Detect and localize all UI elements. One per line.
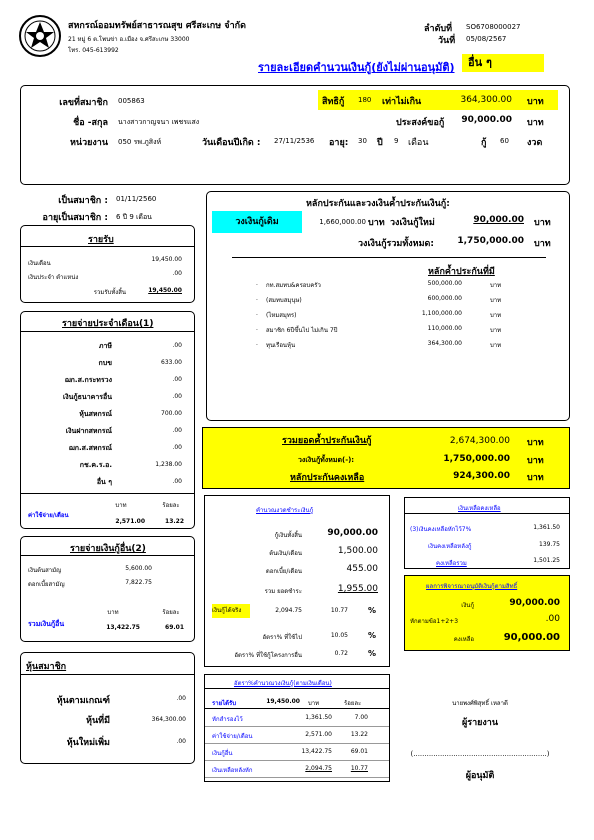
- monthly-baht-header: บาท: [115, 502, 127, 509]
- date-value: 05/08/2567: [466, 35, 507, 43]
- monthly-expense-label: ฌก.ส.กระทรวง: [64, 376, 112, 384]
- repay-ability-label: เงินเหลือหลังหัก: [212, 767, 253, 774]
- summary-box: [202, 427, 570, 489]
- other-loan-row-label: ดอกเบี้ยสามัญ: [28, 581, 65, 588]
- loan-label: กู้: [481, 138, 487, 148]
- repay-ability-pct: 13.22: [350, 731, 368, 738]
- repayment-row-value: 1,955.00: [337, 584, 378, 594]
- remaining-row-value: 1,361.50: [533, 524, 560, 531]
- monthly-pct-header: ร้อยละ: [162, 502, 180, 509]
- member-no: 005863: [118, 97, 145, 105]
- remaining-title: เงินเหลือคงเหลือ: [458, 505, 501, 512]
- month-label: เดือน: [408, 138, 429, 148]
- remaining-row-label: คงเหลือรวม: [436, 560, 467, 567]
- monthly-expense-value: .00: [172, 342, 182, 349]
- repayment-row-value: 90,000.00: [327, 528, 378, 538]
- total-loan-value: 1,750,000.00: [457, 236, 524, 246]
- repay-ability-label: หักสำรองไว้: [212, 716, 243, 723]
- other-loan-row-label: เงินต้นสามัญ: [28, 567, 62, 574]
- repay-baht-header: บาท: [308, 700, 320, 707]
- repay-income-label: รายได้รับ: [212, 700, 237, 707]
- repayment-row-value: 455.00: [346, 564, 378, 574]
- cond1-pct-sign: %: [368, 631, 377, 640]
- repay-ability-pct: 69.01: [350, 748, 368, 755]
- repayment-row-label: รวม ยอดชำระ: [264, 588, 302, 595]
- cond2-label: อัตรา% ที่ใช้กู้โครงการอื่น: [234, 652, 302, 659]
- purpose-baht: บาท: [527, 118, 544, 128]
- approval-title: ผลการพิจารณาอนุมัติเงินกู้ตามสิทธิ์: [426, 583, 518, 590]
- coop-phone: โทร. 045-613992: [68, 47, 119, 54]
- monthly-expense-value: .00: [172, 393, 182, 400]
- repayment-row-label: กู้เงินทั้งสิ้น: [274, 532, 302, 539]
- loan-right-label: สิทธิกู้: [322, 97, 345, 107]
- approval-loan-value: 90,000.00: [509, 598, 560, 608]
- repay-ability-title: อัตรา%คำนวณวงเงินกู้(ตามเงินเดือน): [234, 680, 332, 687]
- name-label: ชื่อ -สกุล: [73, 118, 108, 128]
- collateral-bullet-icon: .: [256, 325, 258, 332]
- loan-right-highlight: [318, 90, 558, 110]
- repay-income-value: 19,450.00: [266, 698, 300, 705]
- summary-loans-label: วงเงินกู้ทั้งหมด(-):: [298, 456, 355, 464]
- shares-row-value: .00: [176, 695, 186, 702]
- approval-deduct-label: หักตามข้อ1+2+3: [410, 618, 459, 625]
- monthly-sum-pct: 13.22: [165, 518, 184, 525]
- collateral-item-unit: บาท: [490, 282, 502, 289]
- monthly-expense-title: รายจ่ายประจำเดือน(1): [62, 319, 154, 329]
- member-unit: 050 รพ.ภูสิงห์: [118, 138, 162, 146]
- approval-deduct-value: .00: [545, 614, 560, 624]
- collateral-item-value: 500,000.00: [427, 280, 462, 287]
- repay-ability-value: 2,571.00: [305, 731, 332, 738]
- shares-title: หุ้นสมาชิก: [26, 662, 67, 672]
- reporter-role: ผู้รายงาน: [461, 718, 499, 728]
- coop-name: สหกรณ์ออมทรัพย์สาธารณสุข ศรีสะเกษ จำกัด: [68, 21, 246, 31]
- purpose-label: ประสงค์ขอกู้: [396, 118, 445, 128]
- other-loan-sum-baht: 13,422.75: [106, 624, 140, 631]
- repay-ability-label: เงินกู้อื่น: [212, 750, 233, 757]
- collateral-item-unit: บาท: [490, 342, 502, 349]
- repay-ability-value: 13,422.75: [301, 748, 332, 755]
- monthly-expense-value: 1,238.00: [155, 461, 182, 468]
- other-loan-baht-header: บาท: [107, 609, 119, 616]
- total-loan-label: วงเงินกู้รวมทั้งหมด:: [358, 239, 434, 249]
- repay-ability-pct: 10.77: [350, 765, 368, 772]
- repay-ability-label: ค่าใช้จ่าย/เดือน: [212, 733, 253, 740]
- max-value: 364,300.00: [460, 95, 512, 105]
- old-loan-value: 1,660,000.00: [319, 218, 366, 226]
- monthly-sum-label: ค่าใช้จ่าย/เดือน: [28, 512, 69, 519]
- approver-line: (............................................................): [410, 750, 550, 758]
- member-no-label: เลขที่สมาชิก: [59, 98, 108, 108]
- purpose-value: 90,000.00: [461, 115, 512, 125]
- member-age-label: อายุเป็นสมาชิก :: [42, 213, 108, 223]
- doc-title: รายละเอียดคำนวนเงินกู้(ยังไม่ผ่านอนุมัติ): [258, 61, 455, 74]
- summary-loans-baht: บาท: [527, 456, 544, 466]
- collateral-item-label: กท.สมทบ&ครอบครัว: [266, 282, 321, 289]
- summary-remain-label: หลักประกันคงเหลือ: [290, 473, 365, 483]
- approval-loan-label: เงินกู้: [461, 602, 474, 609]
- shares-row-value: .00: [176, 738, 186, 745]
- monthly-expense-label: เงินกู้ธนาคารอื่น: [62, 393, 112, 401]
- repay-pct-header: ร้อยละ: [344, 700, 362, 707]
- collateral-item-value: 1,100,000.00: [421, 310, 462, 317]
- max-baht: บาท: [527, 97, 544, 107]
- monthly-expense-label: หุ้นสหกรณ์: [79, 410, 112, 418]
- row-divider: [205, 760, 389, 761]
- cond2-value: 0.72: [334, 650, 348, 657]
- monthly-expense-label: ฌก.ส.สหกรณ์: [68, 444, 112, 452]
- repay-ability-value: 2,094.75: [305, 765, 332, 772]
- period-label: งวด: [527, 138, 543, 148]
- new-loan-baht: บาท: [534, 218, 551, 228]
- collateral-item-unit: บาท: [490, 327, 502, 334]
- monthly-expense-label: กบข: [98, 359, 112, 367]
- repayment-row-label: ต้นเงิน/เดือน: [269, 550, 302, 557]
- collateral-bullet-icon: .: [256, 340, 258, 347]
- birth-date: 27/11/2536: [274, 137, 315, 145]
- collateral-item-value: 600,000.00: [427, 295, 462, 302]
- monthly-expense-label: ภาษี: [98, 342, 112, 350]
- shares-row-label: หุ้นที่มี: [86, 716, 110, 726]
- collateral-item-unit: บาท: [490, 297, 502, 304]
- monthly-expense-value: 633.00: [161, 359, 182, 366]
- member-age: 6 ปี 9 เดือน: [116, 213, 152, 221]
- summary-total-label: รวมยอดค้ำประกันเงินกู้: [282, 436, 372, 446]
- approver-role: ผู้อนุมัติ: [465, 771, 495, 781]
- repay-ratio-value: 2,094.75: [275, 607, 302, 614]
- row-divider: [205, 777, 389, 778]
- collateral-item-unit: บาท: [490, 312, 502, 319]
- repayment-title: คำนวณงวดชำระเงินกู้: [256, 507, 314, 514]
- date-label: วันที่: [438, 36, 456, 46]
- repayment-row-label: ดอกเบี้ย/เดือน: [265, 568, 302, 575]
- income-row-label: เงินประจำ ตำแหน่ง: [28, 274, 79, 281]
- row-divider: [205, 726, 389, 727]
- member-since-label: เป็นสมาชิก :: [58, 196, 108, 206]
- monthly-expense-value: 700.00: [161, 410, 182, 417]
- other-loan-row-value: 7,822.75: [125, 579, 152, 586]
- cond2-pct-sign: %: [368, 649, 377, 658]
- monthly-sum-baht: 2,571.00: [115, 518, 145, 525]
- collateral-item-label: (สมทบสมุนุษ): [266, 297, 302, 304]
- seq-label: ลำดับที่: [424, 24, 453, 34]
- collateral-list-title: หลักค้ำประกันที่มี: [428, 267, 495, 277]
- collateral-bullet-icon: .: [256, 310, 258, 317]
- remaining-row-label: เงินคงเหลือหลังกู้: [428, 543, 472, 550]
- summary-remain-baht: บาท: [527, 473, 544, 483]
- collateral-item-label: สมาชิก 6ปีขึ้นไป ไม่เกิน 7ปี: [266, 327, 338, 334]
- doc-type: อื่น ๆ: [462, 54, 544, 72]
- collateral-item-label: (ไหมสมุทร): [266, 312, 297, 319]
- birth-label: วันเดือนปีเกิด :: [202, 138, 261, 148]
- repay-ratio-label: เงินกู้ได้จริง: [212, 604, 250, 618]
- repay-ability-pct: 7.00: [354, 714, 368, 721]
- collateral-bullet-icon: .: [256, 295, 258, 302]
- other-loan-pct-header: ร้อยละ: [162, 609, 180, 616]
- member-since: 01/11/2560: [116, 195, 157, 203]
- repayment-row-value: 1,500.00: [337, 546, 378, 556]
- year-label: ปี: [377, 138, 383, 148]
- cond1-value: 10.05: [330, 632, 348, 639]
- coop-logo-icon: [18, 14, 62, 58]
- shares-row-value: 364,300.00: [151, 716, 186, 723]
- monthly-expense-value: .00: [172, 478, 182, 485]
- remaining-row-value: 139.75: [539, 541, 560, 548]
- income-title: รายรับ: [88, 235, 114, 245]
- old-loan-label: วงเงินกู้เดิม: [212, 211, 302, 233]
- collateral-bullet-icon: .: [256, 280, 258, 287]
- total-loan-baht: บาท: [534, 239, 551, 249]
- shares-row-label: หุ้นใหม่เพิ่ม: [66, 738, 110, 748]
- repay-ability-value: 1,361.50: [305, 714, 332, 721]
- other-loan-sum-pct: 69.01: [165, 624, 184, 631]
- other-loan-sum-label: รวมเงินกู้อื่น: [28, 620, 65, 628]
- age-months: 9: [394, 137, 399, 145]
- new-loan-label: วงเงินกู้ใหม่: [390, 218, 435, 228]
- collateral-item-value: 110,000.00: [427, 325, 462, 332]
- collateral-title: หลักประกันและวงเงินค้ำประกันเงินกู้:: [306, 199, 450, 209]
- row-divider: [205, 743, 389, 744]
- monthly-expense-value: .00: [172, 376, 182, 383]
- reporter-name: นายพงศ์พิสุทธิ์ เหลาดี: [452, 700, 508, 707]
- cond1-label: อัตรา% ที่ใช้ไป: [262, 634, 302, 641]
- approval-net-label: คงเหลือ: [453, 636, 474, 643]
- new-loan-value: 90,000.00: [473, 215, 524, 225]
- income-row-value: .00: [172, 270, 182, 277]
- age-years: 30: [358, 137, 367, 145]
- remaining-row-label: (3)เงินคงเหลือหักไว้7%: [410, 526, 472, 533]
- summary-total-value: 2,674,300.00: [449, 436, 510, 446]
- income-row-label: เงินเดือน: [28, 260, 51, 267]
- collateral-item-label: ทุนเรือนหุ้น: [266, 342, 296, 349]
- max-label: เท่าไม่เกิน: [382, 97, 422, 107]
- income-total-label: รวมรับทั้งสิ้น: [93, 289, 126, 296]
- age-label: อายุ:: [329, 138, 349, 148]
- monthly-expense-label: กช.ค.ร.อ.: [79, 461, 112, 469]
- monthly-expense-label: อื่น ๆ: [96, 478, 112, 486]
- member-name: นางสาวกาญจนา เพชรแสง: [118, 118, 200, 126]
- loan-periods: 60: [500, 137, 509, 145]
- repay-ratio-pct: 10.77: [330, 607, 348, 614]
- income-total: 19,450.00: [148, 287, 182, 294]
- seq-value: SO6708000027: [466, 23, 521, 31]
- old-loan-baht: บาท: [368, 218, 385, 228]
- collateral-item-value: 364,300.00: [427, 340, 462, 347]
- income-row-value: 19,450.00: [151, 256, 182, 263]
- unit-label: หน่วยงาน: [69, 138, 108, 148]
- loan-right-no: 180: [358, 96, 372, 104]
- summary-total-baht: บาท: [527, 438, 544, 448]
- coop-address: 21 หมู่ 6 ต.โพนข่า อ.เมือง จ.ศรีสะเกษ 33000: [68, 36, 190, 43]
- remaining-row-value: 1,501.25: [533, 557, 560, 564]
- monthly-expense-label: เงินฝากสหกรณ์: [65, 427, 112, 435]
- approval-net-value: 90,000.00: [503, 632, 560, 643]
- other-loan-title: รายจ่ายเงินกู้อื่น(2): [70, 544, 146, 554]
- shares-row-label: หุ้นตามเกณฑ์: [56, 696, 110, 706]
- summary-remain-value: 924,300.00: [453, 471, 510, 481]
- other-loan-row-value: 5,600.00: [125, 565, 152, 572]
- monthly-expense-value: .00: [172, 427, 182, 434]
- monthly-expense-value: .00: [172, 444, 182, 451]
- summary-loans-value: 1,750,000.00: [443, 454, 510, 464]
- repay-pct-sign: %: [368, 606, 377, 615]
